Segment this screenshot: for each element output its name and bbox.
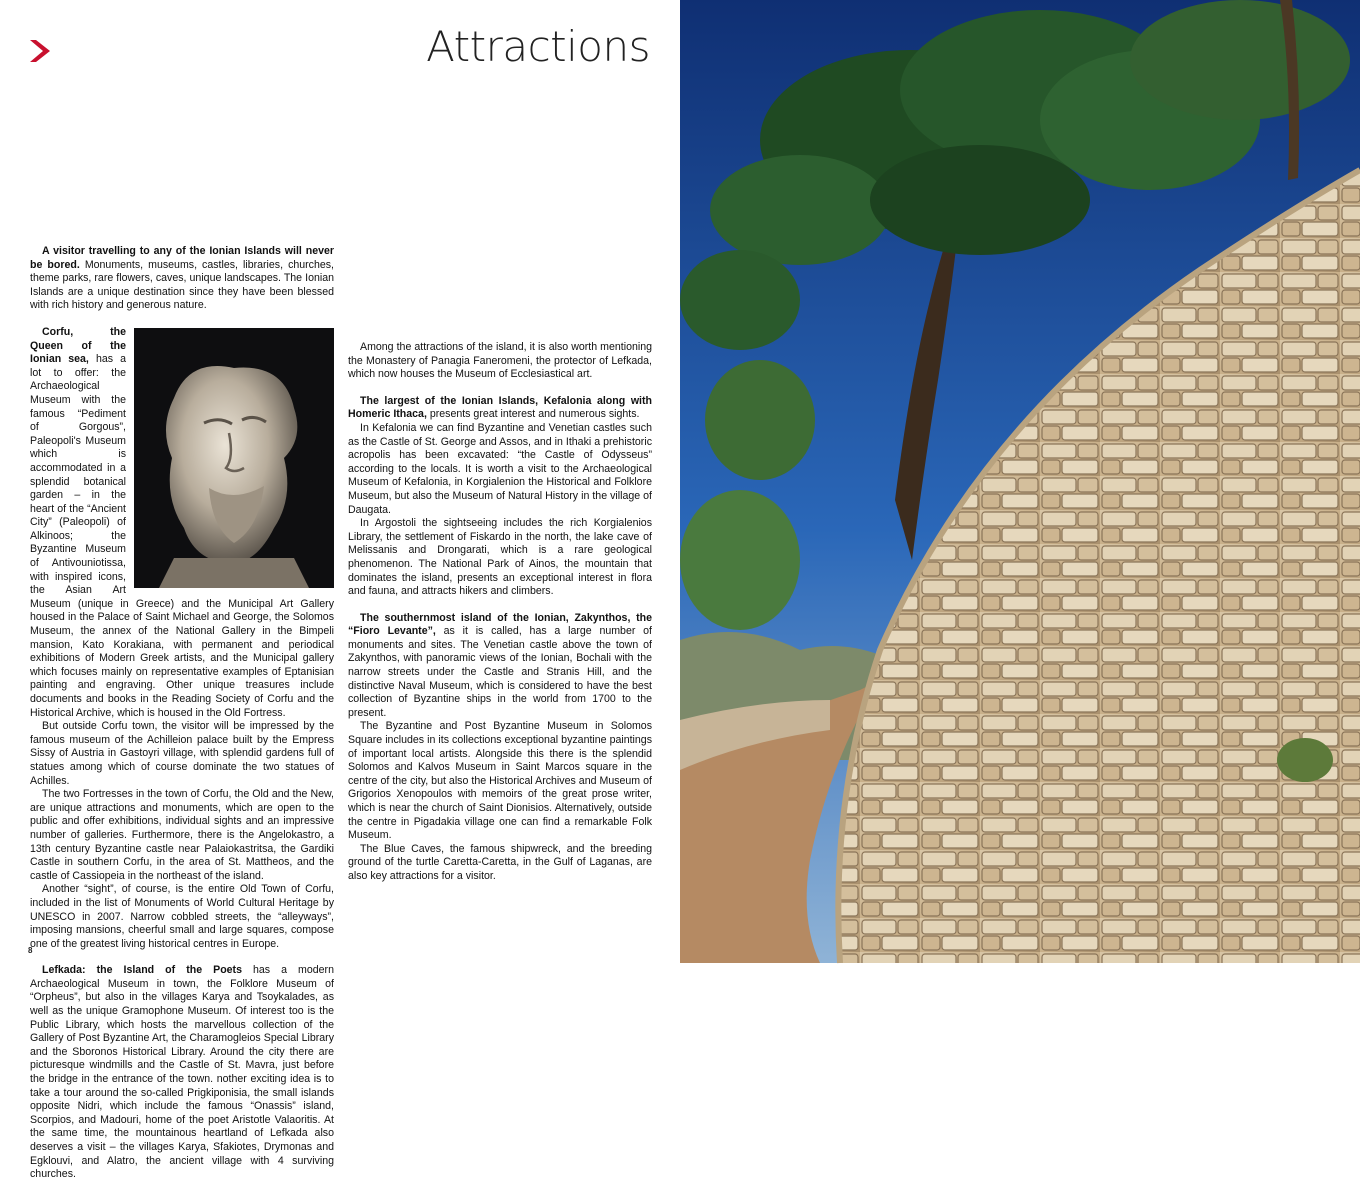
argostoli-paragraph: In Argostoli the sightseeing includes the rich Korgialenios Library, the settlement of Fiskardo in the north, the lake cave of Melissanis and Drongarati, which is a rare geological phenomenon. The National Park of Ainos, the mountain that dominates the island, presents an exceptional interest in flora and fauna, and attracts hikers and climbers. bbox=[348, 517, 652, 598]
marble-bust-image bbox=[134, 328, 334, 588]
zakynthos-paragraph: The southernmost island of the Ionian, Zakynthos, the “Fioro Levante”, as it is called, has a large number of monuments and sites. The Venetian castle above the town of Zakynthos, with panoramic views of the Ionian, Bochali with the narrow streets under the Castle and Stranis Hill, and the distinctive Naval Museum, which is considered to have the best collection of Byzantine ships in the world from 1700 to the present. bbox=[348, 611, 652, 719]
achilleion-paragraph: But outside Corfu town, the visitor will be impressed by the famous museum of the Achilleion palace built by the Empress Sissy of Austria in Gastoyri village, with splendid gardens full of statues among which of course dominate the two statues of Achilles. bbox=[30, 720, 334, 787]
kefalonia-paragraph: The largest of the Ionian Islands, Kefalonia along with Homeric Ithaca, presents great interest and numerous sights. bbox=[348, 394, 652, 421]
article-column-2-continued bbox=[348, 341, 652, 884]
blue-caves-paragraph: The Blue Caves, the famous shipwreck, and the breeding ground of the turtle Caretta-Caretta, in the Gulf of Laganas, are also key attractions for a visitor. bbox=[348, 842, 652, 882]
corfu-heading: Corfu, the Queen of the Ionian sea, bbox=[30, 325, 126, 366]
old-town-paragraph: Another “sight”, of course, is the entire Old Town of Corfu, included in the list of Monuments of World Cultural Heritage by UNESCO in 2007. Narrow cobbled streets, the “alleyways”, imposing mansions, cheerful small and large squares, compose one of the greatest living historical centres in Europe. bbox=[30, 883, 334, 950]
page-title: Attractions bbox=[426, 22, 650, 71]
chevron-right-icon bbox=[28, 38, 52, 64]
corfu-paragraph: Corfu, the Queen of the Ionian sea, has a lot to offer: the Archaeological Museum with the famous “Pediment of Gorgous”, Paleopoli's Museum which is accommodated in a splendid botanical garden – in the heart of the “Ancient City” (Paleopoli) of Alkinoos; the Byzantine Museum of Antivouniotissa, with inspired icons, the Asian Art Museum (unique in Greece) and the Municipal Art Gallery housed in the Palace of Saint Michael and George, the Solomos Museum, the annex of the National Gallery in the Bimpeli mansion, Kato Korakiana, with permanent and periodical exhibitions of Modern Greek artists, and the Municipal gallery which focuses mainly on representative examples of Eptanisian painting and engraving. Other unique treasures include documents and books in the Reading Society of Corfu and the Historical Archive, which is housed in the Old Fortress. bbox=[30, 325, 334, 719]
intro-paragraph: A visitor travelling to any of the Ionian Islands will never be bored. Monuments, museums, castles, libraries, churches, theme parks, rare flowers, caves, unique landscapes. The Ionian Islands are a unique destination since they have been blessed with rich history and generous nature. bbox=[30, 245, 334, 312]
faneromeni-paragraph: Among the attractions of the island, it is also worth mentioning the Monastery of Panagia Faneromeni, the protector of Lefkada, which now houses the Museum of Ecclesiastical art. bbox=[348, 341, 652, 381]
zakynthos-heading: The southernmost island of the Ionian, Zakynthos, the “Fioro Levante”, bbox=[348, 611, 652, 638]
solomos-museum-paragraph: The Byzantine and Post Byzantine Museum in Solomos Square includes in its collections exceptional byzantine paintings of important local artists. Alongside this there is the splendid Solomos and Kalvos Museum in Saint Marcos square in the centre of the city, but also the Historical Archives and Museum of Grigorios Xenopoulos with memoirs of the great prose writer, which is near the church of Saint Dionisios. Alternatively, outside the centre in Pigadakia village one can find a remarkable Folk Museum. bbox=[348, 720, 652, 842]
kefalonia-castles-paragraph: In Kefalonia we can find Byzantine and Venetian castles such as the Castle of St. George and Assos, and in Ithaki a prehistoric acropolis has been excavated: “the Castle of Odysseus” according to the locals. It is worth a visit to the Archaeological Museum of Kefalonia, in Korgialenion the Historical and Folklore Museum, but also the Museum of Natural History in the village of Daugata. bbox=[348, 421, 652, 516]
page-number: 8 bbox=[28, 946, 33, 955]
article-column-1 bbox=[30, 245, 334, 1182]
kefalonia-heading: The largest of the Ionian Islands, Kefalonia along with Homeric Ithaca, bbox=[348, 394, 652, 421]
intro-lead: A visitor travelling to any of the Ionian Islands will never be bored. bbox=[30, 245, 334, 271]
fortress-photo bbox=[680, 0, 1360, 963]
left-page bbox=[0, 0, 680, 1181]
fortresses-paragraph: The two Fortresses in the town of Corfu, the Old and the New, are unique attractions and monuments, which are open to the public and offer exhibitions, individual sights and an impressive number of galleries. Furthermore, there is the Angelokastro, a 13th century Byzantine castle near Palaiokastritsa, the Gardiki Castle in southern Corfu, in the area of St. Mattheos, and the castle of Cassiopeia in the northeast of the island. bbox=[30, 788, 334, 882]
lefkada-paragraph: Lefkada: the Island of the Poets has a modern Archaeological Museum in town, the Folklore Museum of “Orpheus”, but also in the villages Karya and Tsoykalades, as well as the unique Gramophone Museum. Of interest too is the Public Library, which hosts the marvellous collection of the Gallery of Post Byzantine Art, the Charamogleios Special Library and the Sboronos Historical Library. Around the city there are picturesque windmills and the Castle of St. Mavra, just before the bridge in the entrance of the town. nother exciting idea is to take a tour around the so-called Prigkiponisia, the small islands opposite Nidri, which include the famous “Onassis” island, Scorpios, and Madouri, home of the poet Aristotle Valaoritis. At the same time, the mountainous heartland of Lefkada also deserves a visit – the villages Karya, Sfakiotes, Drymonas and Egklouvi, and Alatro, the ancient village with 4 surviving churches. bbox=[30, 964, 334, 1181]
lefkada-heading: Lefkada: the Island of the Poets bbox=[42, 964, 242, 977]
right-page bbox=[680, 0, 1360, 963]
